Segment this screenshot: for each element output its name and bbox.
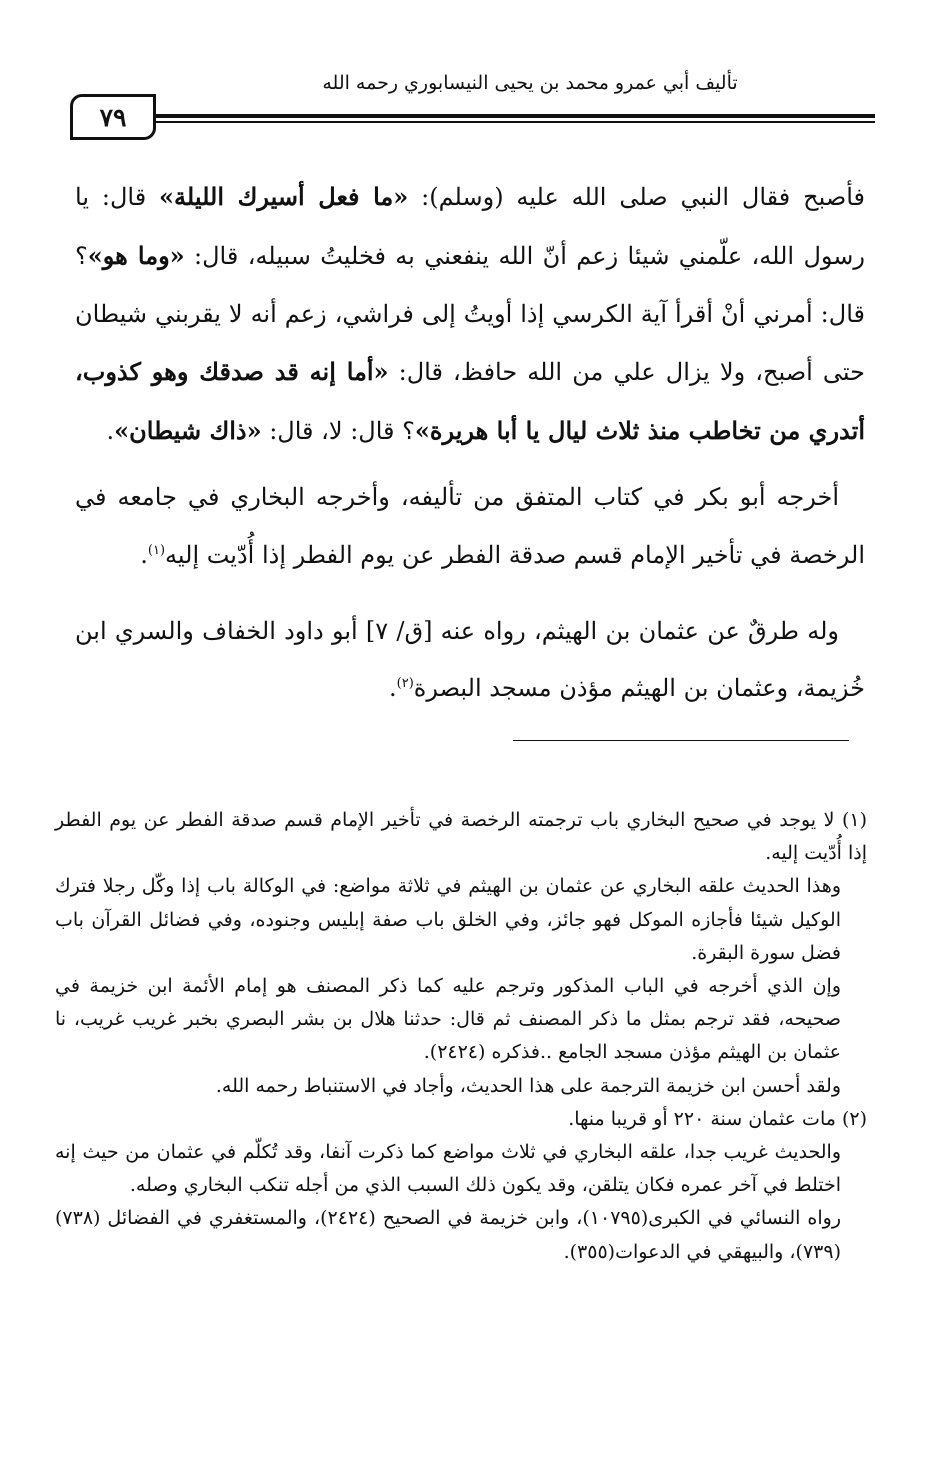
text-run: قال: يا رسول الله، علّمني شيئا زعم أنّ الله ينفعني به فخليتُ سبيله، قال: [75, 183, 865, 270]
footnote-1: (١) لا يوجد في صحيح البخاري باب ترجمته الرخصة في تأخير الإمام قسم صدقة الفطر عن يوم الفطر إذا أُدّيت إليه. [55, 809, 867, 865]
header-rule-thin [145, 121, 875, 123]
hadith-quote: «أما إنه قد صدقك وهو كذوب، أتدري من تخاطب منذ ثلاث ليال يا أبا هريرة» [75, 357, 865, 446]
header-rule-thick [145, 114, 875, 118]
footnote-ref[interactable]: (٢) [396, 676, 414, 692]
text-run: فأصبح فقال النبي صلى الله عليه (وسلم): [408, 183, 866, 211]
text-run: . [140, 540, 148, 569]
footnote-1-paragraph: وإن الذي أخرجه في الباب المذكور وترجم عليه كما ذكر المصنف هو إمام الأئمة ابن خزيمة في صحيحه، فقد ترجم بمثل ما ذكر المصنف ثم قال: حدثنا هلال بن بشر البصري بخبر غريب غريب، نا عثمان بن الهيثم مؤذن مسجد الجامع ..فذكره (٢٤٢٤). [55, 975, 841, 1064]
text-run: أخرجه أبو بكر في كتاب المتفق من تأليفه، وأخرجه البخاري في جامعه في الرخصة في تأخير الإمام قسم صدقة الفطر عن يوم الفطر إذا أُدّيت إليه [75, 482, 865, 569]
text-run: ؟ قال: لا، قال: [261, 417, 415, 446]
footnote-divider [513, 740, 849, 741]
text-run: . [106, 417, 115, 446]
hadith-quote: «ذاك شيطان» [114, 416, 262, 446]
paragraph-routes [75, 603, 865, 719]
page-header [60, 70, 875, 130]
main-text [75, 168, 865, 718]
footnote-1-paragraph: ولقد أحسن ابن خزيمة الترجمة على هذا الحديث، وأجاد في الاستنباط رحمه الله. [215, 1074, 841, 1097]
text-run: . [389, 674, 397, 703]
hadith-quote: «وما هو» [87, 240, 185, 270]
hadith-quote: «ما فعل أسيرك الليلة» [159, 182, 409, 211]
paragraph-hadith [75, 168, 865, 461]
footnote-ref[interactable]: (١) [147, 542, 166, 558]
footnotes [55, 804, 867, 1269]
footnote-2-paragraph: رواه النسائي في الكبرى(١٠٧٩٥)، وابن خزيمة في الصحيح (٢٤٢٤)، والمستغفري في الفضائل (٧٣٨) (٧٣٩)، والبيهقي في الدعوات(٣٥٥). [55, 1207, 841, 1263]
footnote-1-paragraph: وهذا الحديث علقه البخاري عن عثمان بن الهيثم في ثلاثة مواضع: في الوكالة باب إذا وكّل رجلا فترك الوكيل شيئا فأجازه الموكل فهو جائز، وفي الخلق باب صفة إبليس وجنوده، وفي فضائل القرآن باب فضل سورة البقرة. [55, 875, 841, 964]
text-run: ؟ قال: أمرني أنْ أقرأ آية الكرسي إذا أويتُ إلى فراشي، زعم أنه لا يقربني شيطان حتى أصبح، ولا يزال علي من الله حافظ، قال: [75, 241, 866, 387]
text-run: وله طرقٌ عن عثمان بن الهيثم، رواه عنه [ق/ ٧] أبو داود الخفاف والسري ابن خُزيمة، وعثمان بن الهيثم مؤذن مسجد البصرة [75, 616, 865, 703]
paragraph-takhrij [75, 469, 865, 585]
running-title: تأليف أبي عمرو محمد بن يحيى النيسابوري رحمه الله [322, 72, 738, 94]
footnote-2-paragraph: والحديث غريب جدا، علقه البخاري في ثلاث مواضع كما ذكرت آنفا، وقد تُكلّم في عثمان من حيث إنه اختلط في آخر عمره فكان يتلقن، وقد يكون ذلك السبب الذي من أجله تنكب البخاري وصله. [55, 1141, 841, 1197]
footnote-2: (٢) مات عثمان سنة ٢٢٠ أو قريبا منها. [568, 1107, 867, 1130]
page-number: ٧٩ [70, 94, 156, 140]
